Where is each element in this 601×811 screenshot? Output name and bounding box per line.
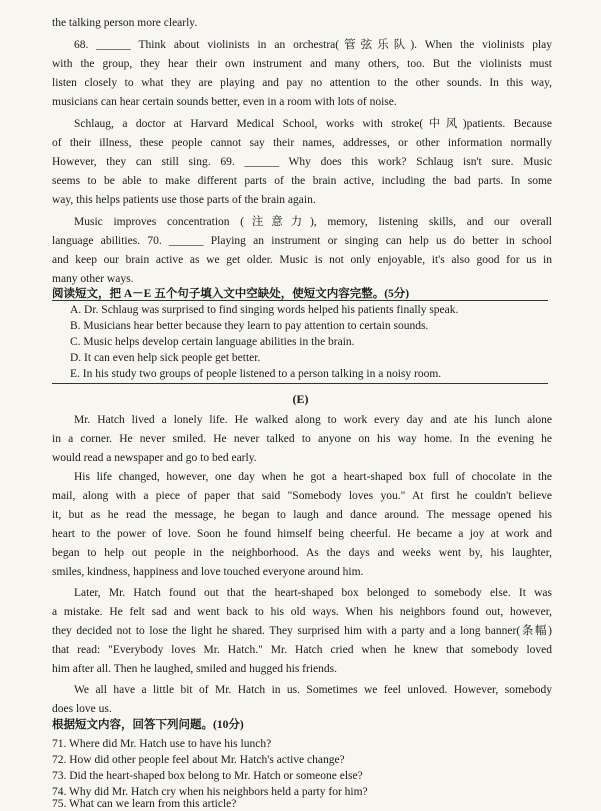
text-line: 68. ______ Think about violinists in an orchestra(管弦乐队). When the violinists play — [74, 39, 552, 51]
option-b: B. Musicians hear better because they learn to pay attention to certain sounds. — [70, 320, 429, 332]
option-e: E. In his study two groups of people listened to a person talking in a noisy room. — [70, 368, 442, 380]
option-c: C. Music helps develop certain language abilities in the brain. — [70, 336, 355, 348]
option-d: D. It can even help sick people get better. — [70, 352, 261, 364]
text-line: heart to the power of love. Soon he found himself being cheerful. He became a joy at work and — [52, 528, 552, 540]
text-line: way, this helps patients use those parts of the brain again. — [52, 194, 316, 206]
text-line: mail, along with a piece of paper that said "Somebody loves you." At first he couldn't believe — [52, 490, 552, 502]
text-line: smiles, kindness, happiness and love touched everyone around him. — [52, 566, 364, 578]
text-line: Music improves concentration (注意力), memory, listening skills, and our overall — [74, 216, 552, 228]
question-75: 75. What can we learn from this article? — [52, 798, 237, 810]
text-line: and keep our brain active as we get older. Music is not only enjoyable, it's also good for us in — [52, 254, 552, 266]
text-line: a mistake. He felt sad and went back to his old ways. When his neighbors found out, however, — [52, 606, 552, 618]
question-71: 71. Where did Mr. Hatch use to have his lunch? — [52, 738, 272, 750]
text-line: musicians can hear certain sounds better, even in a room with lots of noise. — [52, 96, 397, 108]
text-line: that read: "Everybody loves Mr. Hatch." Mr. Hatch cried when he knew that somebody loved — [52, 644, 552, 656]
question-74: 74. Why did Mr. Hatch cry when his neighbors held a party for him? — [52, 786, 368, 798]
text-line: of their illness, these people cannot say their names, addresses, or other information normally — [52, 137, 552, 149]
section-heading: (E) — [292, 392, 309, 406]
text-line: Mr. Hatch lived a lonely life. He walked along to work every day and ate his lunch alone — [74, 414, 552, 426]
text-line: him after all. Then he laughed, smiled and hugged his friends. — [52, 663, 337, 675]
text-line: many other ways. — [52, 273, 134, 285]
text-line: His life changed, however, one day when he got a heart-shaped box full of chocolate in the — [74, 471, 552, 483]
text-line: it, but as he read the message, he began to laugh and dance around. The message opened his — [52, 509, 552, 521]
text-line: with the group, they hear their own instrument and many others, too. But the violinists must — [52, 58, 552, 70]
text-line: began to help out people in the neighborhood. As the days and weeks went by, his laughter, — [52, 547, 552, 559]
text-line: We all have a little bit of Mr. Hatch in us. Sometimes we feel unloved. However, somebody — [74, 684, 552, 696]
text-line: language abilities. 70. ______ Playing an instrument or singing can help us do better in school — [52, 235, 552, 247]
text-line: However, they can still sing. 69. ______ Why does this work? Schlaug isn't sure. Music — [52, 156, 552, 168]
option-a: A. Dr. Schlaug was surprised to find singing words helped his patients finally speak. — [70, 304, 459, 316]
text-line: does love us. — [52, 703, 112, 715]
text-line: seems to be able to make different parts of the brain active, including the bad parts. In some — [52, 175, 552, 187]
task-instruction: 根据短文内容，回答下列问题。(10分) — [52, 719, 244, 731]
text-line: Schlaug, a doctor at Harvard Medical School, works with stroke(中风)patients. Because — [74, 118, 552, 130]
text-line: in a corner. He never smiled. He never talked to anyone on his way home. In the evening he — [52, 433, 552, 445]
task-instruction: 阅读短文，把 A－E 五个句子填入文中空缺处，使短文内容完整。(5分) — [52, 288, 410, 300]
text-line: Later, Mr. Hatch found out that the heart-shaped box belonged to somebody else. It was — [74, 587, 552, 599]
text-line: listen closely to what they are playing and pay no attention to the other sounds. In this way, — [52, 77, 552, 89]
question-73: 73. Did the heart-shaped box belong to Mr. Hatch or someone else? — [52, 770, 363, 782]
text-line: would read a newspaper and go to bed early. — [52, 452, 257, 464]
text-line: the talking person more clearly. — [52, 17, 198, 29]
text-line: they decided not to lose the light he shared. They surprised him with a party and a long banner(条幅) — [52, 625, 552, 637]
options-box — [52, 300, 548, 384]
question-72: 72. How did other people feel about Mr. Hatch's active change? — [52, 754, 345, 766]
